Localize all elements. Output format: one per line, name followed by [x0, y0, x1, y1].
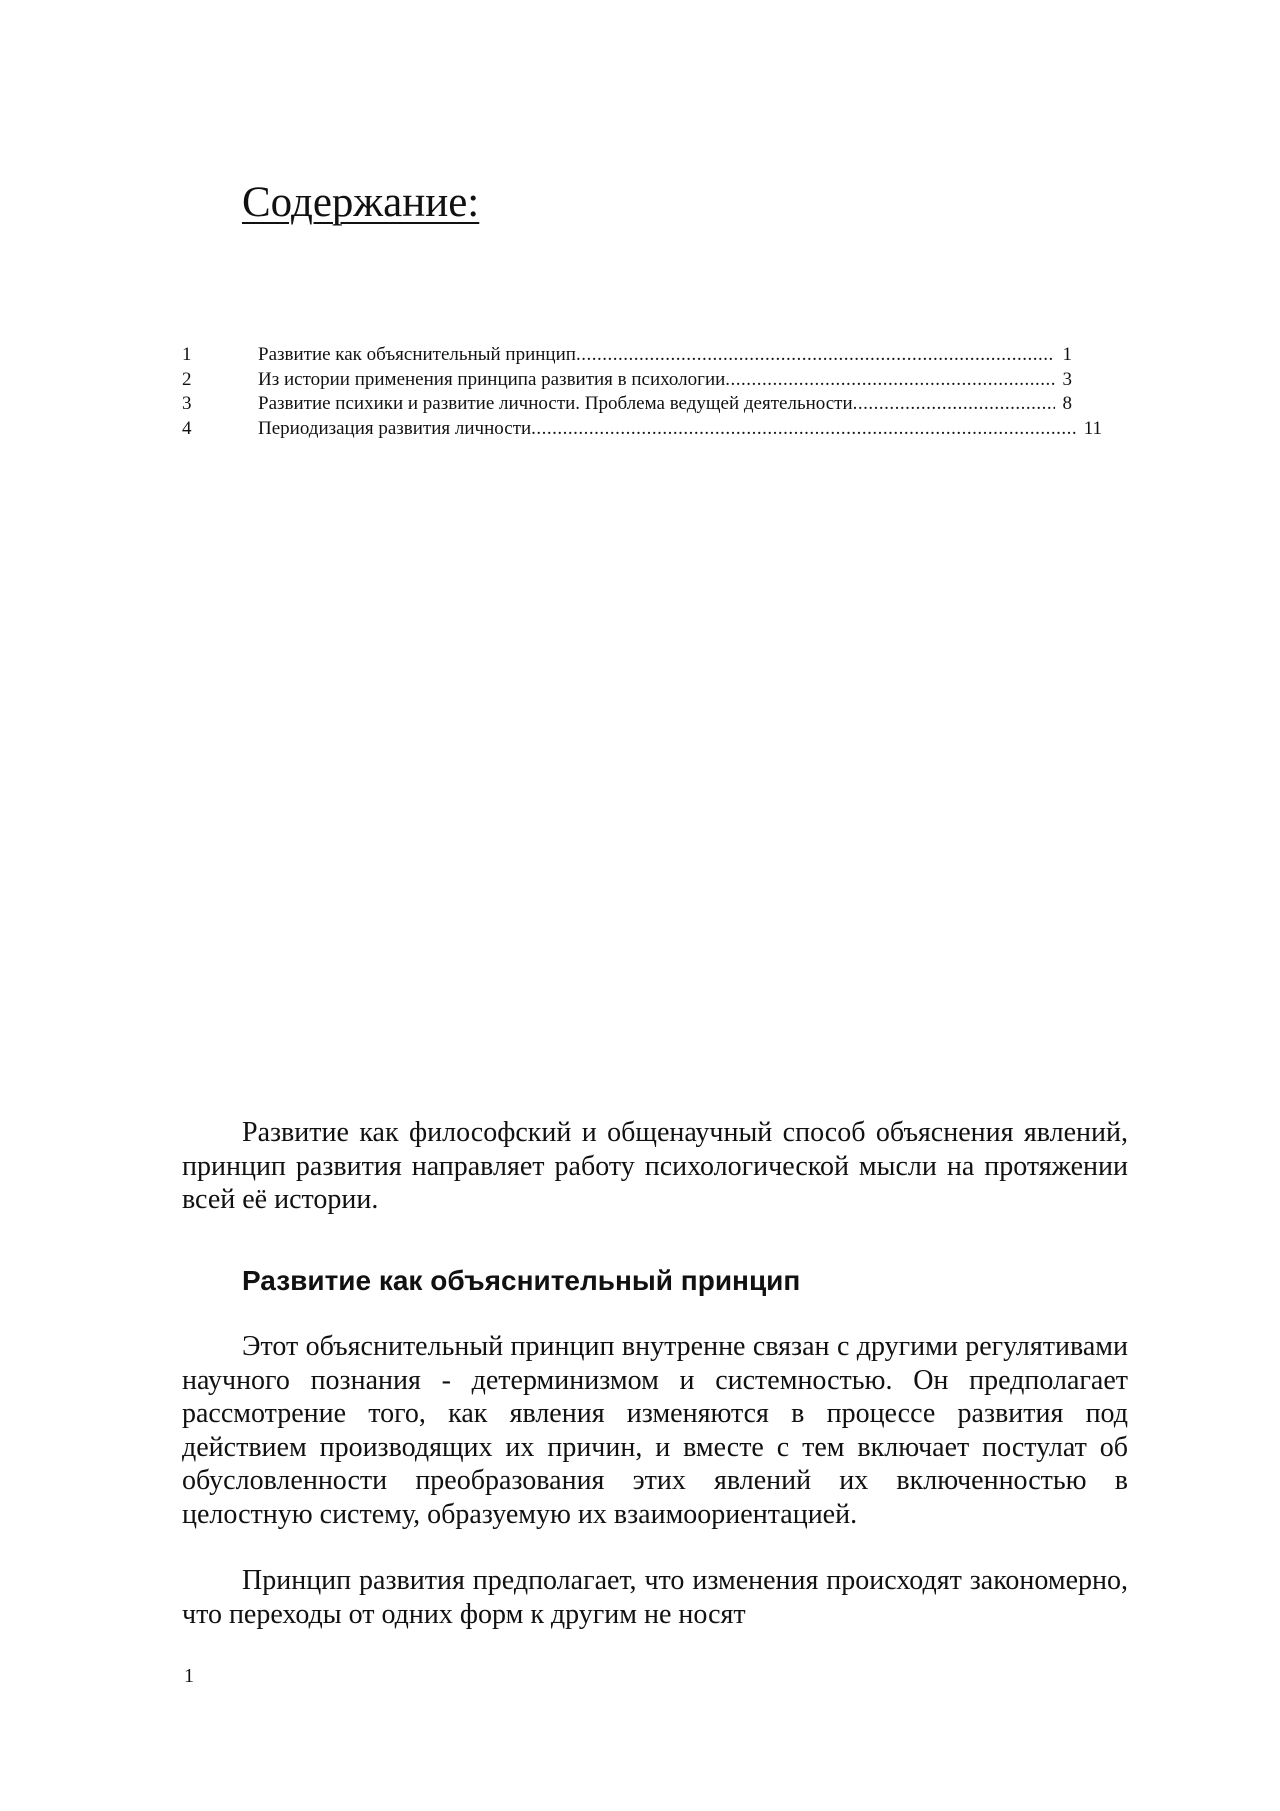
section-paragraph: Принцип развития предполагает, что изменения происходят закономерно, что переходы от одних форм к другим не носят: [182, 1565, 1128, 1630]
toc-dot-leader: [576, 343, 1055, 367]
toc-item-number: 4: [182, 417, 192, 439]
toc-dot-leader: [853, 392, 1055, 416]
toc-item[interactable]: [180, 392, 1080, 417]
toc-item-label: Развитие как объяснительный принцип: [258, 344, 576, 365]
toc-dot-leader: [531, 417, 1076, 441]
toc-item-page: 1: [1062, 344, 1072, 365]
toc-item-entry: [258, 392, 1072, 416]
toc-item[interactable]: [180, 417, 1102, 442]
toc-item-page: 8: [1062, 393, 1072, 414]
toc-item-entry: [258, 343, 1072, 367]
section-heading: Развитие как объяснительный принцип: [242, 1265, 801, 1296]
section-paragraph: Этот объяснительный принцип внутренне связан с другими регулятивами научного познания - детерминизмом и системностью. Он предполагает рассмотрение того, как явления изменяются в процессе развития под действием производящих их причин, и вместе с тем включает постулат об обусловленности преобразования этих явлений их включенностью в целостную систему, образуемую их взаимоориентацией.: [182, 1331, 1128, 1530]
toc-item-number: 1: [182, 344, 192, 365]
toc-title: Содержание:: [242, 179, 480, 226]
toc-item-label: Из истории применения принципа развития в психологии: [258, 368, 726, 390]
toc-item[interactable]: [180, 343, 1072, 368]
page-number: 1: [184, 1665, 194, 1687]
table-of-contents: [180, 343, 1102, 441]
toc-item[interactable]: [180, 368, 1080, 393]
toc-item-number: 3: [182, 393, 192, 414]
toc-item-label: Периодизация развития личности: [258, 417, 532, 439]
toc-item-label: Развитие психики и развитие личности. Проблема ведущей деятельности: [258, 393, 853, 414]
toc-item-page: 3: [1062, 368, 1072, 390]
toc-item-entry: [258, 417, 1102, 441]
intro-paragraph: Развитие как философский и общенаучный способ объяснения явлений, принцип развития направляет работу психологической мысли на протяжении всей её истории.: [182, 1117, 1128, 1215]
toc-item-number: 2: [182, 368, 192, 390]
toc-dot-leader: [725, 368, 1054, 392]
toc-item-entry: [258, 368, 1072, 392]
toc-item-page: 11: [1083, 417, 1102, 439]
